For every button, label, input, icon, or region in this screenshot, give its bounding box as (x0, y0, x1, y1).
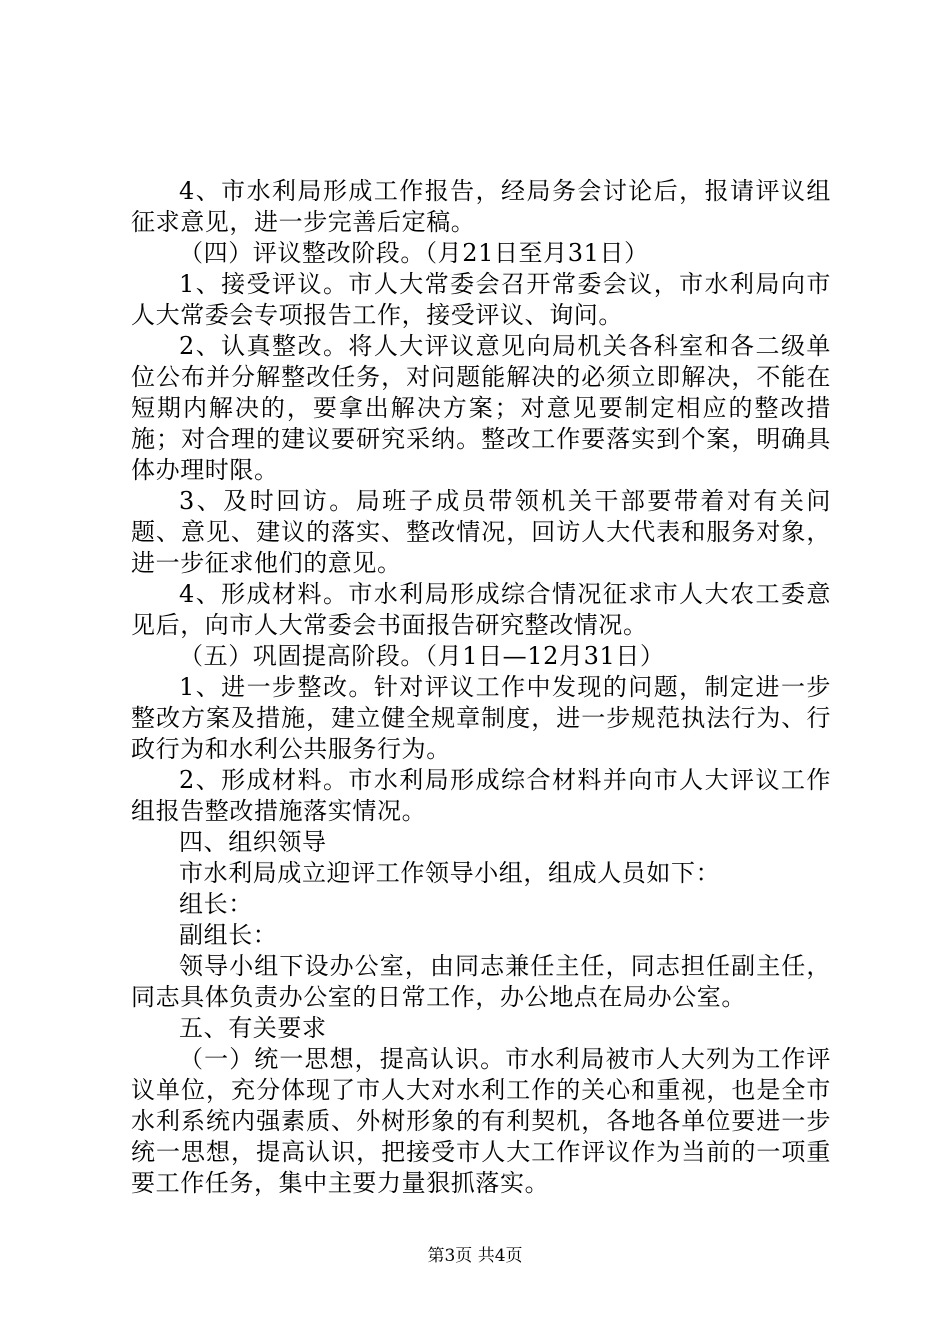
section-heading-organization: 四、组织领导 (179, 828, 327, 856)
section-heading-consolidate: （五）巩固提高阶段。（月1日—12月31日） (179, 642, 665, 670)
paragraph-form-materials: 4、形成材料。市水利局形成综合情况征求市人大农工委意见后，向市人大常委会书面报告研究整改情况。 (131, 580, 831, 639)
paragraph-form-materials-2: 2、形成材料。市水利局形成综合材料并向市人大评议工作组报告整改措施落实情况。 (131, 766, 831, 825)
page-footer (0, 1244, 950, 1268)
paragraph-office: 领导小组下设办公室，由同志兼任主任，同志担任副主任，同志具体负责办公室的日常工作，办公地点在局办公室。 (131, 952, 831, 1011)
paragraph-deputy-leader: 副组长： (179, 921, 278, 949)
paragraph-rectify: 2、认真整改。将人大评议意见向局机关各科室和各二级单位公布并分解整改任务，对问题能解决的必须立即解决，不能在短期内解决的，要拿出解决方案；对意见要制定相应的整改措施；对合理的建议要研究采纳。整改工作要落实到个案，明确具体办理时限。 (131, 332, 831, 484)
paragraph-group-leader: 组长： (179, 890, 253, 918)
paragraph-further-rectify: 1、进一步整改。针对评议工作中发现的问题，制定进一步整改方案及措施，建立健全规章制度，进一步规范执法行为、行政行为和水利公共服务行为。 (131, 673, 831, 763)
page-number-label: 第3页 共4页 (427, 1246, 523, 1266)
paragraph-report-draft: 4、市水利局形成工作报告，经局务会讨论后，报请评议组征求意见，进一步完善后定稿。 (131, 177, 831, 236)
document-body (131, 176, 831, 1199)
paragraph-leading-group: 市水利局成立迎评工作领导小组，组成人员如下： (179, 859, 721, 887)
paragraph-follow-up-visit: 3、及时回访。局班子成员带领机关干部要带着对有关问题、意见、建议的落实、整改情况，回访人大代表和服务对象，进一步征求他们的意见。 (131, 487, 831, 577)
paragraph-accept-review: 1、接受评议。市人大常委会召开常委会议，市水利局向市人大常委会专项报告工作，接受评议、询问。 (131, 270, 831, 329)
paragraph-unify-thinking: （一）统一思想，提高认识。市水利局被市人大列为工作评议单位，充分体现了市人大对水利工作的关心和重视，也是全市水利系统内强素质、外树形象的有利契机，各地各单位要进一步统一思想，提高认识，把接受市人大工作评议作为当前的一项重要工作任务，集中主要力量狠抓落实。 (131, 1045, 831, 1197)
section-heading-review-rectify: （四）评议整改阶段。（月21日至月31日） (179, 239, 649, 267)
section-heading-requirements: 五、有关要求 (179, 1014, 327, 1042)
